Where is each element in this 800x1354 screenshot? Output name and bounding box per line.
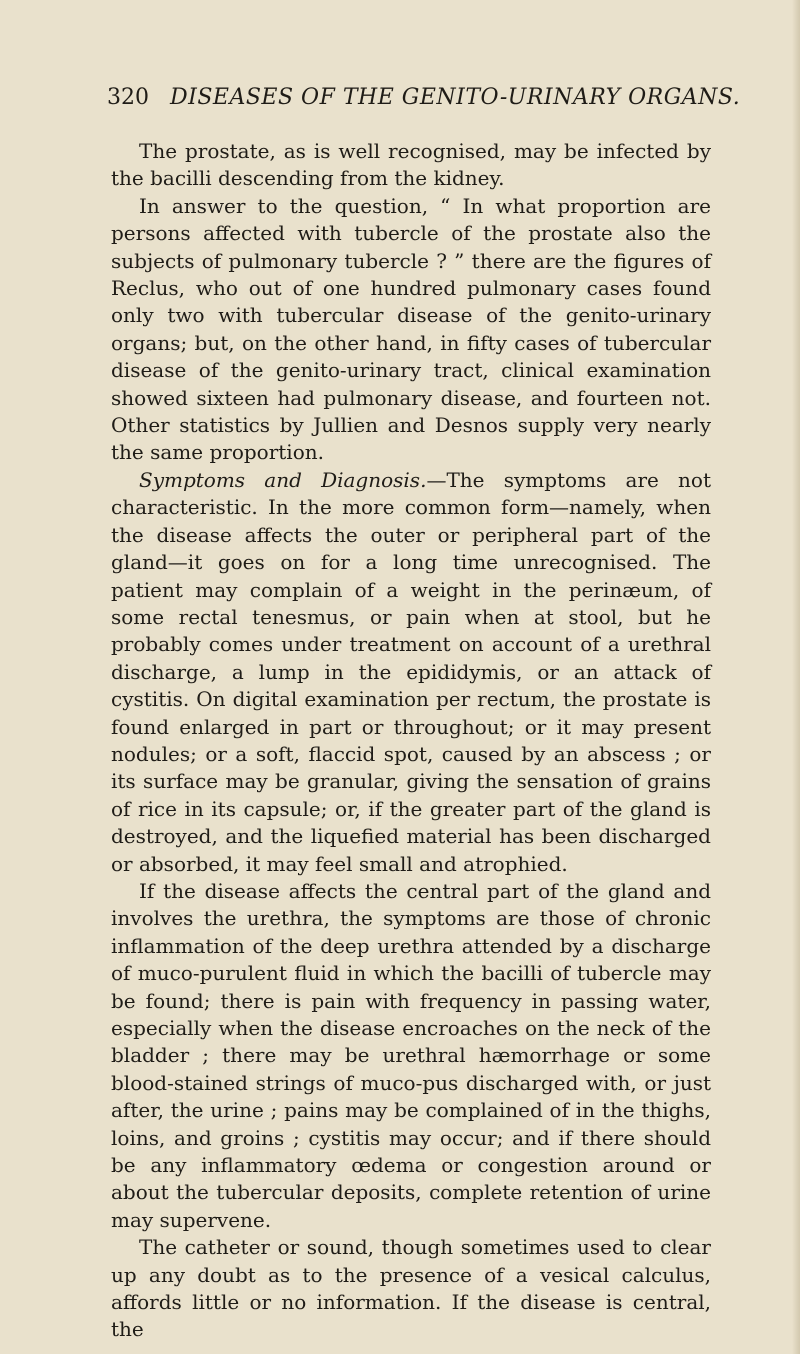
body-text — [111, 138, 711, 1344]
paragraph — [111, 878, 711, 1234]
page-number: 320 — [107, 85, 149, 110]
paragraph-text: The prostate, as is well recognised, may be infected by the bacilli descending from the kidney. — [111, 139, 711, 191]
page-edge — [792, 0, 800, 1354]
running-title: DISEASES OF THE GENITO-URINARY ORGANS. — [170, 85, 741, 110]
paragraph — [111, 193, 711, 467]
paragraph-text: —The symptoms are not characteristic. In the more common form—namely, when the disease affects the outer or peripheral part of the gland—it goes on for a long time unrecognised. The patient may complain of a weight in the perinæum, of some rectal tenesmus, or pain when at stool, but he probably comes under treatment on account of a urethral discharge, a lump in the epididymis, or an attack of cystitis. On digital examination per rectum, the prostate is found enlarged in part or throughout; or it may present nodules; or a soft, flaccid spot, caused by an abscess ; or its surface may be granular, giving the sensation of grains of rice in its capsule; or, if the greater part of the gland is destroyed, and the liquefied material has been discharged or absorbed, it may feel small and atrophied. — [111, 467, 711, 876]
paragraph — [111, 138, 711, 193]
paragraph — [111, 467, 711, 878]
paragraph-text: In answer to the question, “ In what proportion are persons affected with tubercle of the prostate also the subjects of pulmonary tubercle ? ” there are the figures of Reclus, who out of one hundred pulmonary cases found only two with tubercular disease of the genito-urinary organs; but, on the other hand, in fifty cases of tubercular disease of the genito-urinary tract, clinical examination showed sixteen had pulmonary disease, and fourteen not. Other statistics by Jullien and Desnos supply very nearly the same proportion. — [111, 193, 711, 465]
paragraph-text: If the disease affects the central part of the gland and involves the urethra, the symptoms are those of chronic inflammation of the deep urethra attended by a discharge of muco-purulent fluid in which the bacilli of tubercle may be found; there is pain with frequency in passing water, especially when the disease encroaches on the neck of the bladder ; there may be urethral hæmorrhage or some blood-stained strings of muco-pus discharged with, or just after, the urine ; pains may be complained of in the thighs, loins, and groins ; cystitis may occur; and if there should be any inflammatory œdema or congestion around or about the tubercular deposits, complete retention of urine may supervene. — [111, 878, 711, 1232]
paragraph — [111, 1234, 711, 1344]
running-header — [107, 82, 741, 114]
section-heading: Symptoms and Diagnosis. — [139, 467, 427, 492]
paragraph-text: The catheter or sound, though sometimes used to clear up any doubt as to the presence of a vesical calculus, affords little or no information. If the disease is central, the — [111, 1235, 711, 1342]
